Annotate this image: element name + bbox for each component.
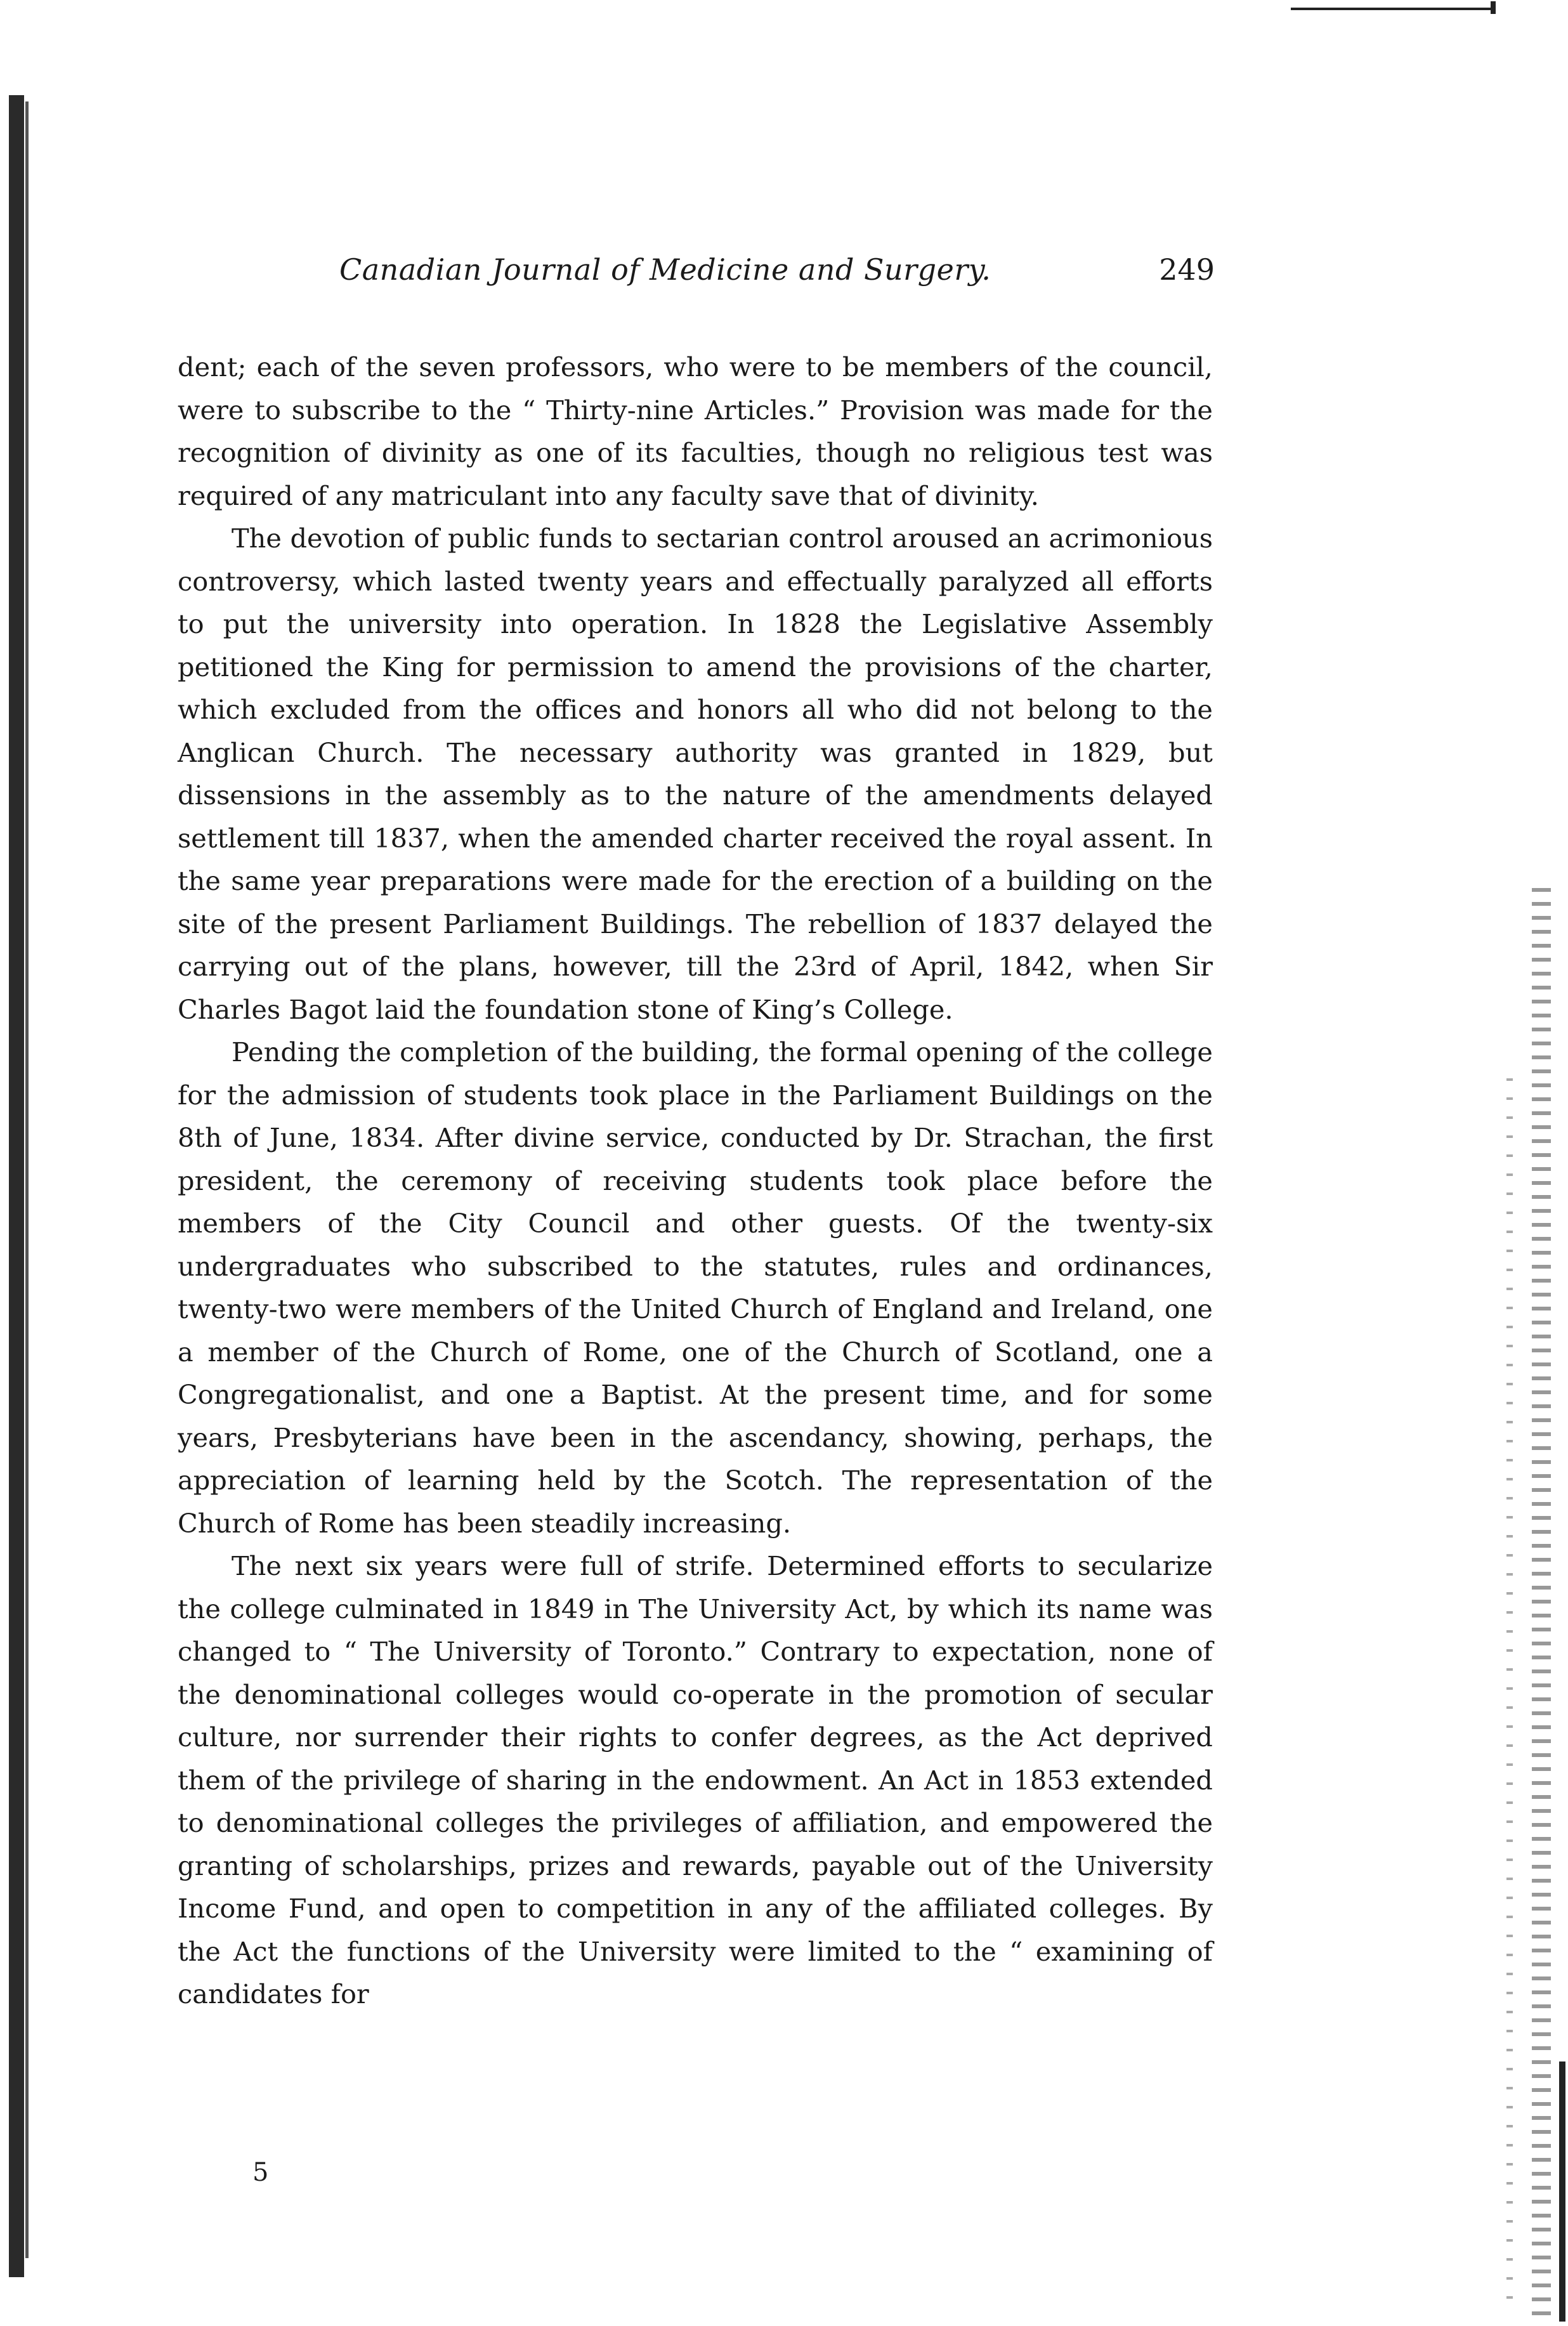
scan-artifact-top-rule-end xyxy=(1491,1,1496,14)
scan-artifact-left-edge-thin xyxy=(25,101,29,2258)
paragraph-continued: dent; each of the seven professors, who were to be members of the council, were to subscribe to the “ Thirty-nine Articles.” Provision was made for the recognition of divinity as one of its faculties, though no religious test was required of any matriculant into any faculty save that of divinity. xyxy=(178,351,1213,511)
scan-artifact-left-edge xyxy=(9,95,24,2277)
signature-mark: 5 xyxy=(252,2158,269,2187)
paragraph: The devotion of public funds to sectarian control aroused an acrimonious controversy, which lasted twenty years and effectually paralyzed all efforts to put the university into operation. In 1828 the Legislative Assembly petitioned the King for permission to amend the provisions of the charter, which excluded from the offices and honors all who did not belong to the Anglican Church. The necessary authority was granted in 1829, but dissensions in the assembly as to the nature of the amendments delayed settlement till 1837, when the amended charter received the royal assent. In the same year preparations were made for the erection of a building on the site of the present Parliament Buildings. The rebellion of 1837 delayed the carrying out of the plans, however, till the 23rd of April, 1842, when Sir Charles Bagot laid the foundation stone of King’s College. xyxy=(178,523,1213,1025)
page-header xyxy=(339,252,1215,297)
paragraph: The next six years were full of strife. Determined efforts to secularize the college culminated in 1849 in The University Act, by which its name was changed to “ The University of Toronto.” Contrary to expectation, none of the denominational colleges would co-operate in the promotion of secular culture, nor surrender their rights to confer degrees, as the Act deprived them of the privilege of sharing in the endowment. An Act in 1853 extended to denominational colleges the privileges of affiliation, and empowered the granting of scholarships, prizes and rewards, payable out of the University Income Fund, and open to competition in any of the affiliated colleges. By the Act the functions of the University were limited to the “ examining of candidates for xyxy=(178,1550,1213,2009)
scan-artifact-right-edge xyxy=(1559,2061,1565,2322)
scan-artifact-right-speckle xyxy=(1532,888,1551,2322)
scan-artifact-top-rule xyxy=(1291,8,1494,10)
scan-artifact-right-speckle-secondary xyxy=(1506,1078,1513,2315)
paragraph: Pending the completion of the building, the formal opening of the college for the admission of students took place in the Parliament Buildings on the 8th of June, 1834. After divine service, conducted by Dr. Strachan, the first president, the ceremony of receiving students took place before the members of the City Council and other guests. Of the twenty-six undergraduates who subscribed to the statutes, rules and ordinances, twenty-two were members of the United Church of England and Ireland, one a member of the Church of Rome, one of the Church of Scotland, one a Congregationalist, and one a Baptist. At the present time, and for some years, Presbyterians have been in the ascendancy, showing, perhaps, the appreciation of learning held by the Scotch. The representation of the Church of Rome has been steadily increasing. xyxy=(178,1036,1213,1539)
body-text xyxy=(178,346,1213,2016)
page-number: 249 xyxy=(1159,252,1215,287)
running-title: Canadian Journal of Medicine and Surgery. xyxy=(339,252,991,287)
